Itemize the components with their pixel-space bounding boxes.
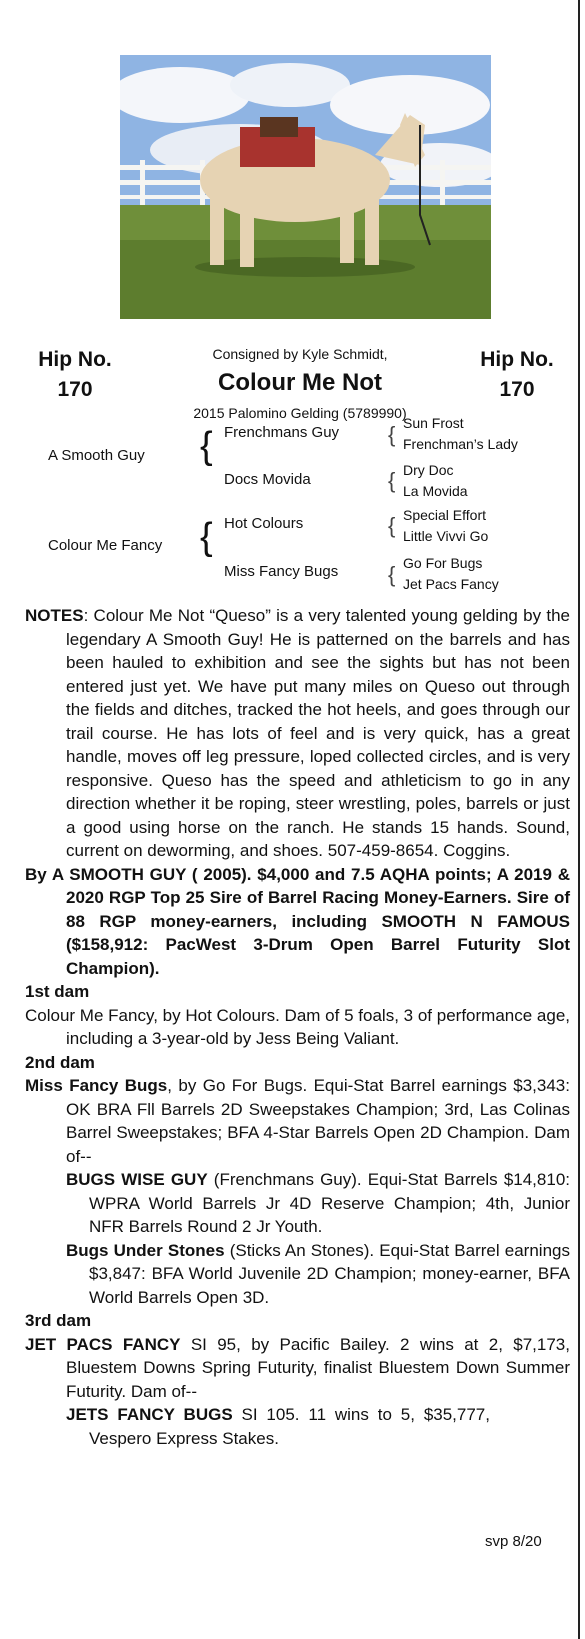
horse-name: Colour Me Not xyxy=(218,369,382,396)
second-dam-name: Miss Fancy Bugs xyxy=(25,1076,168,1095)
pedigree-sire-dam-sire: Dry Doc xyxy=(403,462,454,478)
pedigree-brace: { xyxy=(200,516,213,558)
second-dam-text: , by Go For Bugs. Equi-Stat Barrel earnings $3,343: OK BRA Fll Barrels 2D Sweepstakes Champion; 3rd, Las Colinas Barrel Sweepstakes; BFA 4-Star Barrels Open 2D Champion. Dam of-- xyxy=(66,1076,570,1166)
produce-text: (Frenchmans Guy). Equi-Stat Barrels $14,810: WPRA World Barrels Jr 4D Reserve Champion; 4th, Junior NFR Barrels Round 2 Jr Youth. xyxy=(89,1170,570,1236)
notes-label: NOTES xyxy=(25,606,84,625)
first-dam-heading: 1st dam xyxy=(25,982,90,1001)
produce-text: SI 105. 11 wins to 5, $35,777, Vespero Express Stakes. xyxy=(89,1405,490,1448)
notes-text: : Colour Me Not “Queso” is a very talented young gelding by the legendary A Smooth Guy! He is patterned on the barrels and has been hauled to exhibition and see the sights but has not been entered just yet. We have put many miles on Queso out through the fields and ditches, tracked the hot heels, and goes through our trail course. He has lots of feel and is very quick, has a great handle, moves off leg pressure, loped collected circles, and is very responsive. Queso has the speed and athleticism to go in any direction whether it be roping, steer wrestling, poles, barrels or just a good using horse on the ranch. He stands 15 hands. Sound, current on deworming, and shoes. 507-459-8654. Coggins. xyxy=(66,606,570,860)
catalog-body xyxy=(25,604,570,1450)
pedigree-sire-sire: Frenchmans Guy xyxy=(224,424,340,441)
pedigree-sire-sire-dam: Frenchman’s Lady xyxy=(403,436,518,452)
consignor: Consigned by Kyle Schmidt, xyxy=(212,346,388,362)
hip-number-left xyxy=(30,345,120,405)
second-dam-heading: 2nd dam xyxy=(25,1052,95,1072)
third-dam-text: SI 95, by Pacific Bailey. 2 wins at 2, $7,173, Bluestem Downs Spring Futurity, finalist Bluestem Down Summer Futurity. Dam of-- xyxy=(66,1334,570,1401)
pedigree-sire: A Smooth Guy xyxy=(48,447,145,464)
third-dam-heading: 3rd dam xyxy=(25,1311,92,1330)
produce-name: BUGS WISE GUY xyxy=(66,1170,208,1189)
third-dam-paragraph xyxy=(25,1333,570,1404)
pedigree-dam-sire-sire: Special Effort xyxy=(403,507,487,523)
hip-value: 170 xyxy=(499,378,535,401)
pedigree-dam: Colour Me Fancy xyxy=(48,537,163,554)
second-dam-paragraph xyxy=(25,1074,570,1168)
produce-entry xyxy=(25,1239,570,1310)
hip-label: Hip No. xyxy=(480,348,554,371)
sire-info: By A SMOOTH GUY ( 2005). $4,000 and 7.5 AQHA points; A 2019 & 2020 RGP Top 25 Sire of Barrel Racing Money-Earners. Sire of 88 RGP money-earners, including SMOOTH N FAMOUS ($158,912: PacWest 3-Drum Open Barrel Futurity Slot Champion). xyxy=(25,864,570,978)
column-rule xyxy=(578,0,580,1639)
first-dam-text: Colour Me Fancy, by Hot Colours. Dam of 5 foals, 3 of performance age, including a 3-year-old by Jess Being Valiant. xyxy=(25,1005,570,1048)
pedigree-brace-small: { xyxy=(388,562,396,587)
third-dam-name: JET PACS FANCY xyxy=(25,1334,181,1354)
hip-value: 170 xyxy=(57,378,93,401)
pedigree-brace-small: { xyxy=(388,513,396,538)
pedigree-dam-sire-dam: Little Vivvi Go xyxy=(403,528,489,544)
pedigree-dam-dam-sire: Go For Bugs xyxy=(403,555,483,571)
pedigree-sire-sire-sire: Sun Frost xyxy=(403,415,464,431)
produce-entry xyxy=(25,1168,570,1239)
pedigree-brace-small: { xyxy=(388,422,396,447)
produce-entry xyxy=(25,1403,570,1450)
notes-paragraph xyxy=(25,604,570,863)
produce-name: Bugs Under Stones xyxy=(66,1240,225,1260)
pedigree-brace-small: { xyxy=(388,468,396,493)
pedigree-dam-dam-dam: Jet Pacs Fancy xyxy=(403,576,499,592)
produce-name: JETS FANCY BUGS xyxy=(66,1405,233,1424)
pedigree-dam-sire: Hot Colours xyxy=(224,515,304,532)
horse-photo xyxy=(120,55,491,319)
horse-description: 2015 Palomino Gelding (5789990) xyxy=(193,405,407,421)
produce-text: (Sticks An Stones). Equi-Stat Barrel earnings $3,847: BFA World Juvenile 2D Champion; money-earner, BFA World Barrels Open 3D. xyxy=(89,1240,570,1307)
pedigree-brace: { xyxy=(200,425,213,467)
pedigree-dam-dam: Miss Fancy Bugs xyxy=(224,563,339,580)
hip-label: Hip No. xyxy=(38,348,112,371)
footer-code: svp 8/20 xyxy=(485,1533,542,1550)
pedigree-sire-dam: Docs Movida xyxy=(224,471,311,488)
pedigree-sire-dam-dam: La Movida xyxy=(403,483,468,499)
hip-number-right xyxy=(472,345,562,405)
